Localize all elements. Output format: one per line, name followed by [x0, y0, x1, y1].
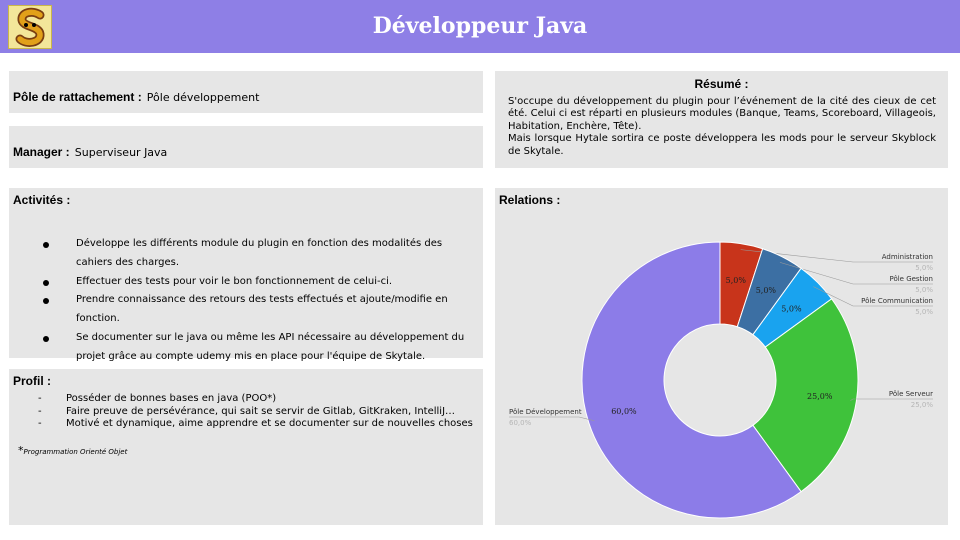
- list-item-text: Faire preuve de persévérance, qui sait se servir de Gitlab, GitKraken, IntelliJ…: [66, 405, 456, 417]
- list-item: [38, 406, 478, 419]
- footnote: [18, 444, 127, 457]
- slice-data-label: 5,0%: [781, 304, 802, 314]
- category-label: Pôle Serveur: [888, 390, 933, 398]
- list-item-text: Effectuer des tests pour voir le bon fonctionnement de celui-ci.: [76, 275, 393, 287]
- category-value: 5,0%: [915, 286, 933, 294]
- list-item-text: Motivé et dynamique, aime apprendre et se documenter sur de nouvelles choses: [66, 418, 473, 429]
- category-value: 60,0%: [509, 419, 532, 427]
- list-item: [39, 291, 479, 329]
- profil-label: Profil :: [13, 374, 51, 388]
- activites-section: [9, 188, 483, 362]
- dash-icon: -: [38, 418, 42, 429]
- resume-label: Résumé :: [694, 77, 749, 91]
- category-label: Administration: [881, 253, 933, 261]
- category-value: 5,0%: [915, 308, 933, 316]
- footnote-star: *: [18, 444, 24, 457]
- dash-icon: -: [38, 393, 42, 404]
- dash-icon: -: [38, 405, 42, 417]
- pole-label: Pôle de rattachement :: [13, 90, 142, 104]
- category-label: Pôle Développement: [509, 408, 582, 416]
- list-item-text: Posséder de bonnes bases en java (POO*): [66, 393, 277, 404]
- bullet-icon: [43, 336, 49, 342]
- category-value: 25,0%: [910, 401, 933, 409]
- slice-data-label: 25,0%: [807, 391, 833, 401]
- pole-value: Pôle développement: [146, 91, 260, 104]
- list-item: [39, 329, 479, 367]
- category-label: Pôle Communication: [861, 297, 933, 305]
- manager-label: Manager :: [13, 145, 70, 159]
- bullet-icon: [43, 298, 49, 304]
- bullet-icon: [43, 242, 49, 248]
- slice-data-label: 5,0%: [725, 276, 746, 286]
- relations-section: [495, 188, 948, 525]
- list-item-text: Développe les différents module du plugin en fonction des modalités des cahiers des charges.: [76, 238, 443, 268]
- page-title: Développeur Java: [372, 13, 588, 39]
- footnote-text: Programmation Orienté Objet: [23, 448, 128, 456]
- activites-label: Activités :: [13, 193, 71, 207]
- activites-list: [39, 235, 479, 367]
- header-bar: [0, 0, 960, 53]
- profil-list: [38, 393, 478, 431]
- list-item: [38, 418, 478, 431]
- resume-section: [495, 71, 948, 168]
- list-item-text: Prendre connaissance des retours des tests effectués et ajoute/modifie en fonction.: [76, 294, 448, 325]
- list-item: [38, 393, 478, 406]
- slice-data-label: 5,0%: [755, 286, 777, 296]
- slice-data-label: 60,0%: [611, 407, 637, 417]
- relations-label: Relations :: [499, 193, 561, 207]
- list-item: [39, 273, 479, 292]
- list-item-text: Se documenter sur le java ou même les API nécessaire au développement du projet grâce au compte udemy mis en place pour l'équipe de Skytale.: [76, 331, 465, 362]
- pole-section: [9, 71, 483, 113]
- category-value: 5,0%: [915, 264, 933, 272]
- category-label: Pôle Gestion: [889, 275, 933, 283]
- manager-section: [9, 126, 483, 168]
- manager-value: Superviseur Java: [74, 146, 168, 159]
- relations-donut-chart: [495, 188, 948, 525]
- resume-text: S'occupe du développement du plugin pour l’événement de la cité des cieux de cet été. Celui ci est réparti en plusieurs modules (Banque, Teams, Scoreboard, Villageois, Habitation, Enchère, Tête). Mais lorsque Hytale sortira ce poste développera les mods pour le serveur Skyblock de Skytale.: [508, 96, 936, 157]
- bullet-icon: [43, 280, 49, 286]
- list-item: [39, 235, 479, 273]
- profil-section: [9, 369, 483, 525]
